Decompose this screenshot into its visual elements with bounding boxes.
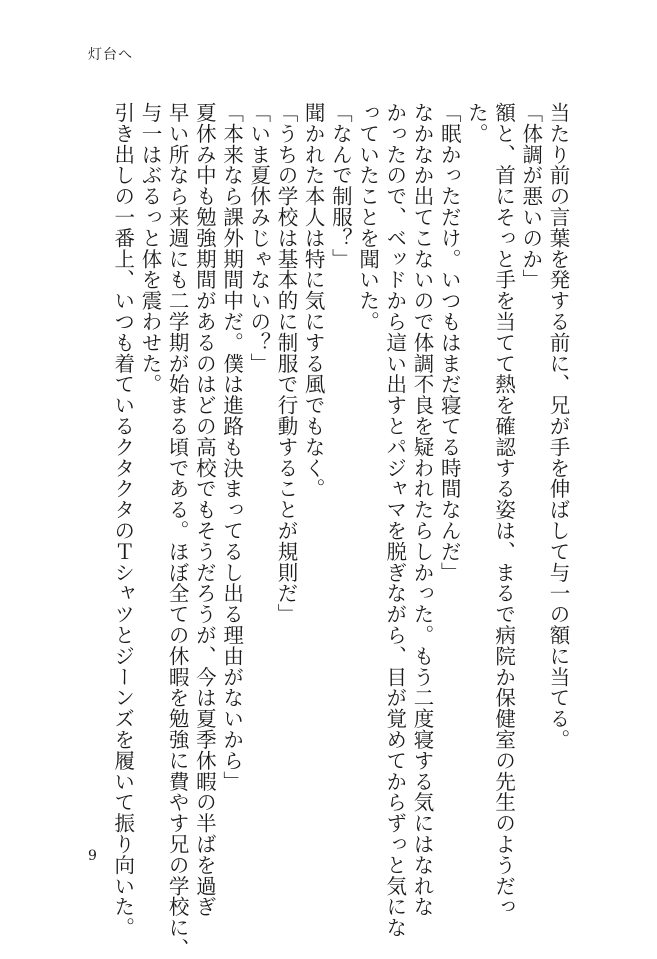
text-line: 「いま夏休みじゃないの？」	[246, 102, 271, 374]
text-line: 引き出しの一番上、いつも着ているクタクタのＴシャツとジーンズを履いて振り向いた。	[110, 102, 135, 938]
text-line: 「本来なら課外期間中だ。僕は進路も決まってるし出る理由がないから」	[219, 102, 244, 792]
text-line: っていたことを聞いた。	[355, 102, 380, 332]
text-line: 早い所なら来週にも二学期が始まる頃である。ほぼ全ての休暇を勉強に費やす兄の学校に、	[165, 102, 190, 959]
vertical-text-body	[101, 102, 571, 959]
running-head-title: 灯台へ	[88, 47, 133, 63]
text-line: 与一はぶるっと体を震わせた。	[137, 102, 162, 395]
text-line: 夏休み中も勉強期間があるのはどの高校でもそうだろうが、今は夏季休暇の半ばを過ぎ	[192, 102, 217, 918]
text-line: 当たり前の言葉を発する前に、兄が手を伸ばして与一の額に当てる。	[546, 102, 570, 750]
text-line: 「眠かっただけ。いつもはまだ寝てる時間なんだ」	[437, 102, 462, 583]
text-line: なかなか出てこないので体調不良を疑われたらしかった。もう二度寝する気にはなれな	[409, 102, 434, 918]
text-line: 「なんで制服？」	[328, 102, 353, 270]
text-line: た。	[464, 102, 489, 144]
page-number: 9	[88, 848, 97, 864]
text-line: 額と、首にそっと手を当てて熱を確認する姿は、まるで病院か保健室の先生のようだっ	[491, 102, 516, 918]
text-line: 「うちの学校は基本的に制服で行動することが規則だ」	[273, 102, 298, 625]
text-line: 聞かれた本人は特に気にする風でもなく。	[301, 102, 326, 500]
text-line: 「体調が悪いのか」	[518, 102, 543, 291]
text-line: かったので、ベッドから這い出すとパジャマを脱ぎながら、目が覚めてからずっと気にな	[382, 102, 407, 938]
